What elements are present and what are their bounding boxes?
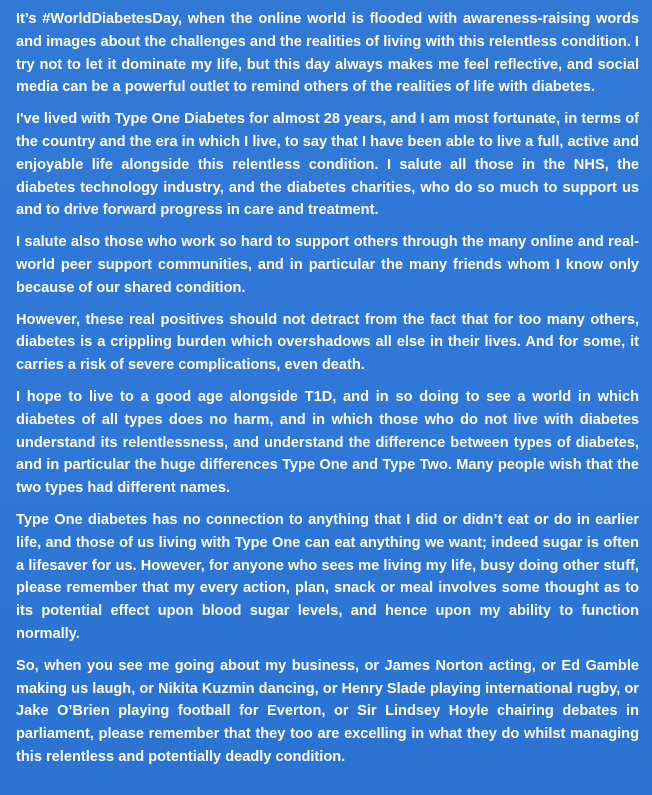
paragraph-type-one-facts: Type One diabetes has no connection to anything that I did or didn’t eat or do in earlier life, and those of us living with Type One can eat anything we want; indeed sugar is often a lifesaver for us. However, for anyone who sees me living my life, busy doing other stuff, please remember that my every action, plan, snack or meal involves some thought as to its potential effect upon blood sugar levels, and hence upon my ability to function normally. (16, 511, 639, 642)
paragraph-peer-support: I salute also those who work so hard to support others through the many online and real-world peer support communities, and in particular the many friends whom I know only because of our shared condition. (16, 234, 639, 296)
paragraph-role-models: So, when you see me going about my business, or James Norton acting, or Ed Gamble making us laugh, or Nikita Kuzmin dancing, or Henry Slade playing international rugby, or Jake O’Brien playing football for Everton, or Sir Lindsey Hoyle chairing debates in parliament, please remember that they too are excelling in what they do whilst managing this relentless and potentially deadly condition. (16, 657, 639, 765)
paragraph-world-diabetes-day: It’s #WorldDiabetesDay, when the online world is flooded with awareness-raising words and images about the challenges and the realities of living with this relentless condition. I try not to let it dominate my life, but this day always makes me feel reflective, and social media can be a powerful outlet to remind others of the realities of life with diabetes. (16, 11, 639, 96)
paragraph-living-with-t1d: I've lived with Type One Diabetes for almost 28 years, and I am most fortunate, in terms of the country and the era in which I live, to say that I have been able to live a full, active and enjoyable life alongside this relentless condition. I salute all those in the NHS, the diabetes technology industry, and the diabetes charities, who do so much to support us and to drive forward progress in care and treatment. (16, 111, 639, 219)
paragraph-burden: However, these real positives should not detract from the fact that for too many others, diabetes is a crippling burden which overshadows all else in their lives. And for some, it carries a risk of severe complications, even death. (16, 311, 639, 374)
paragraph-hope: I hope to live to a good age alongside T1D, and in so doing to see a world in which diabetes of all types does no harm, and in which those who do not live with diabetes understand its relentlessness, and understand the difference between types of diabetes, and in particular the huge differences Type One and Type Two. Many people wish that the two types had different names. (16, 388, 639, 497)
